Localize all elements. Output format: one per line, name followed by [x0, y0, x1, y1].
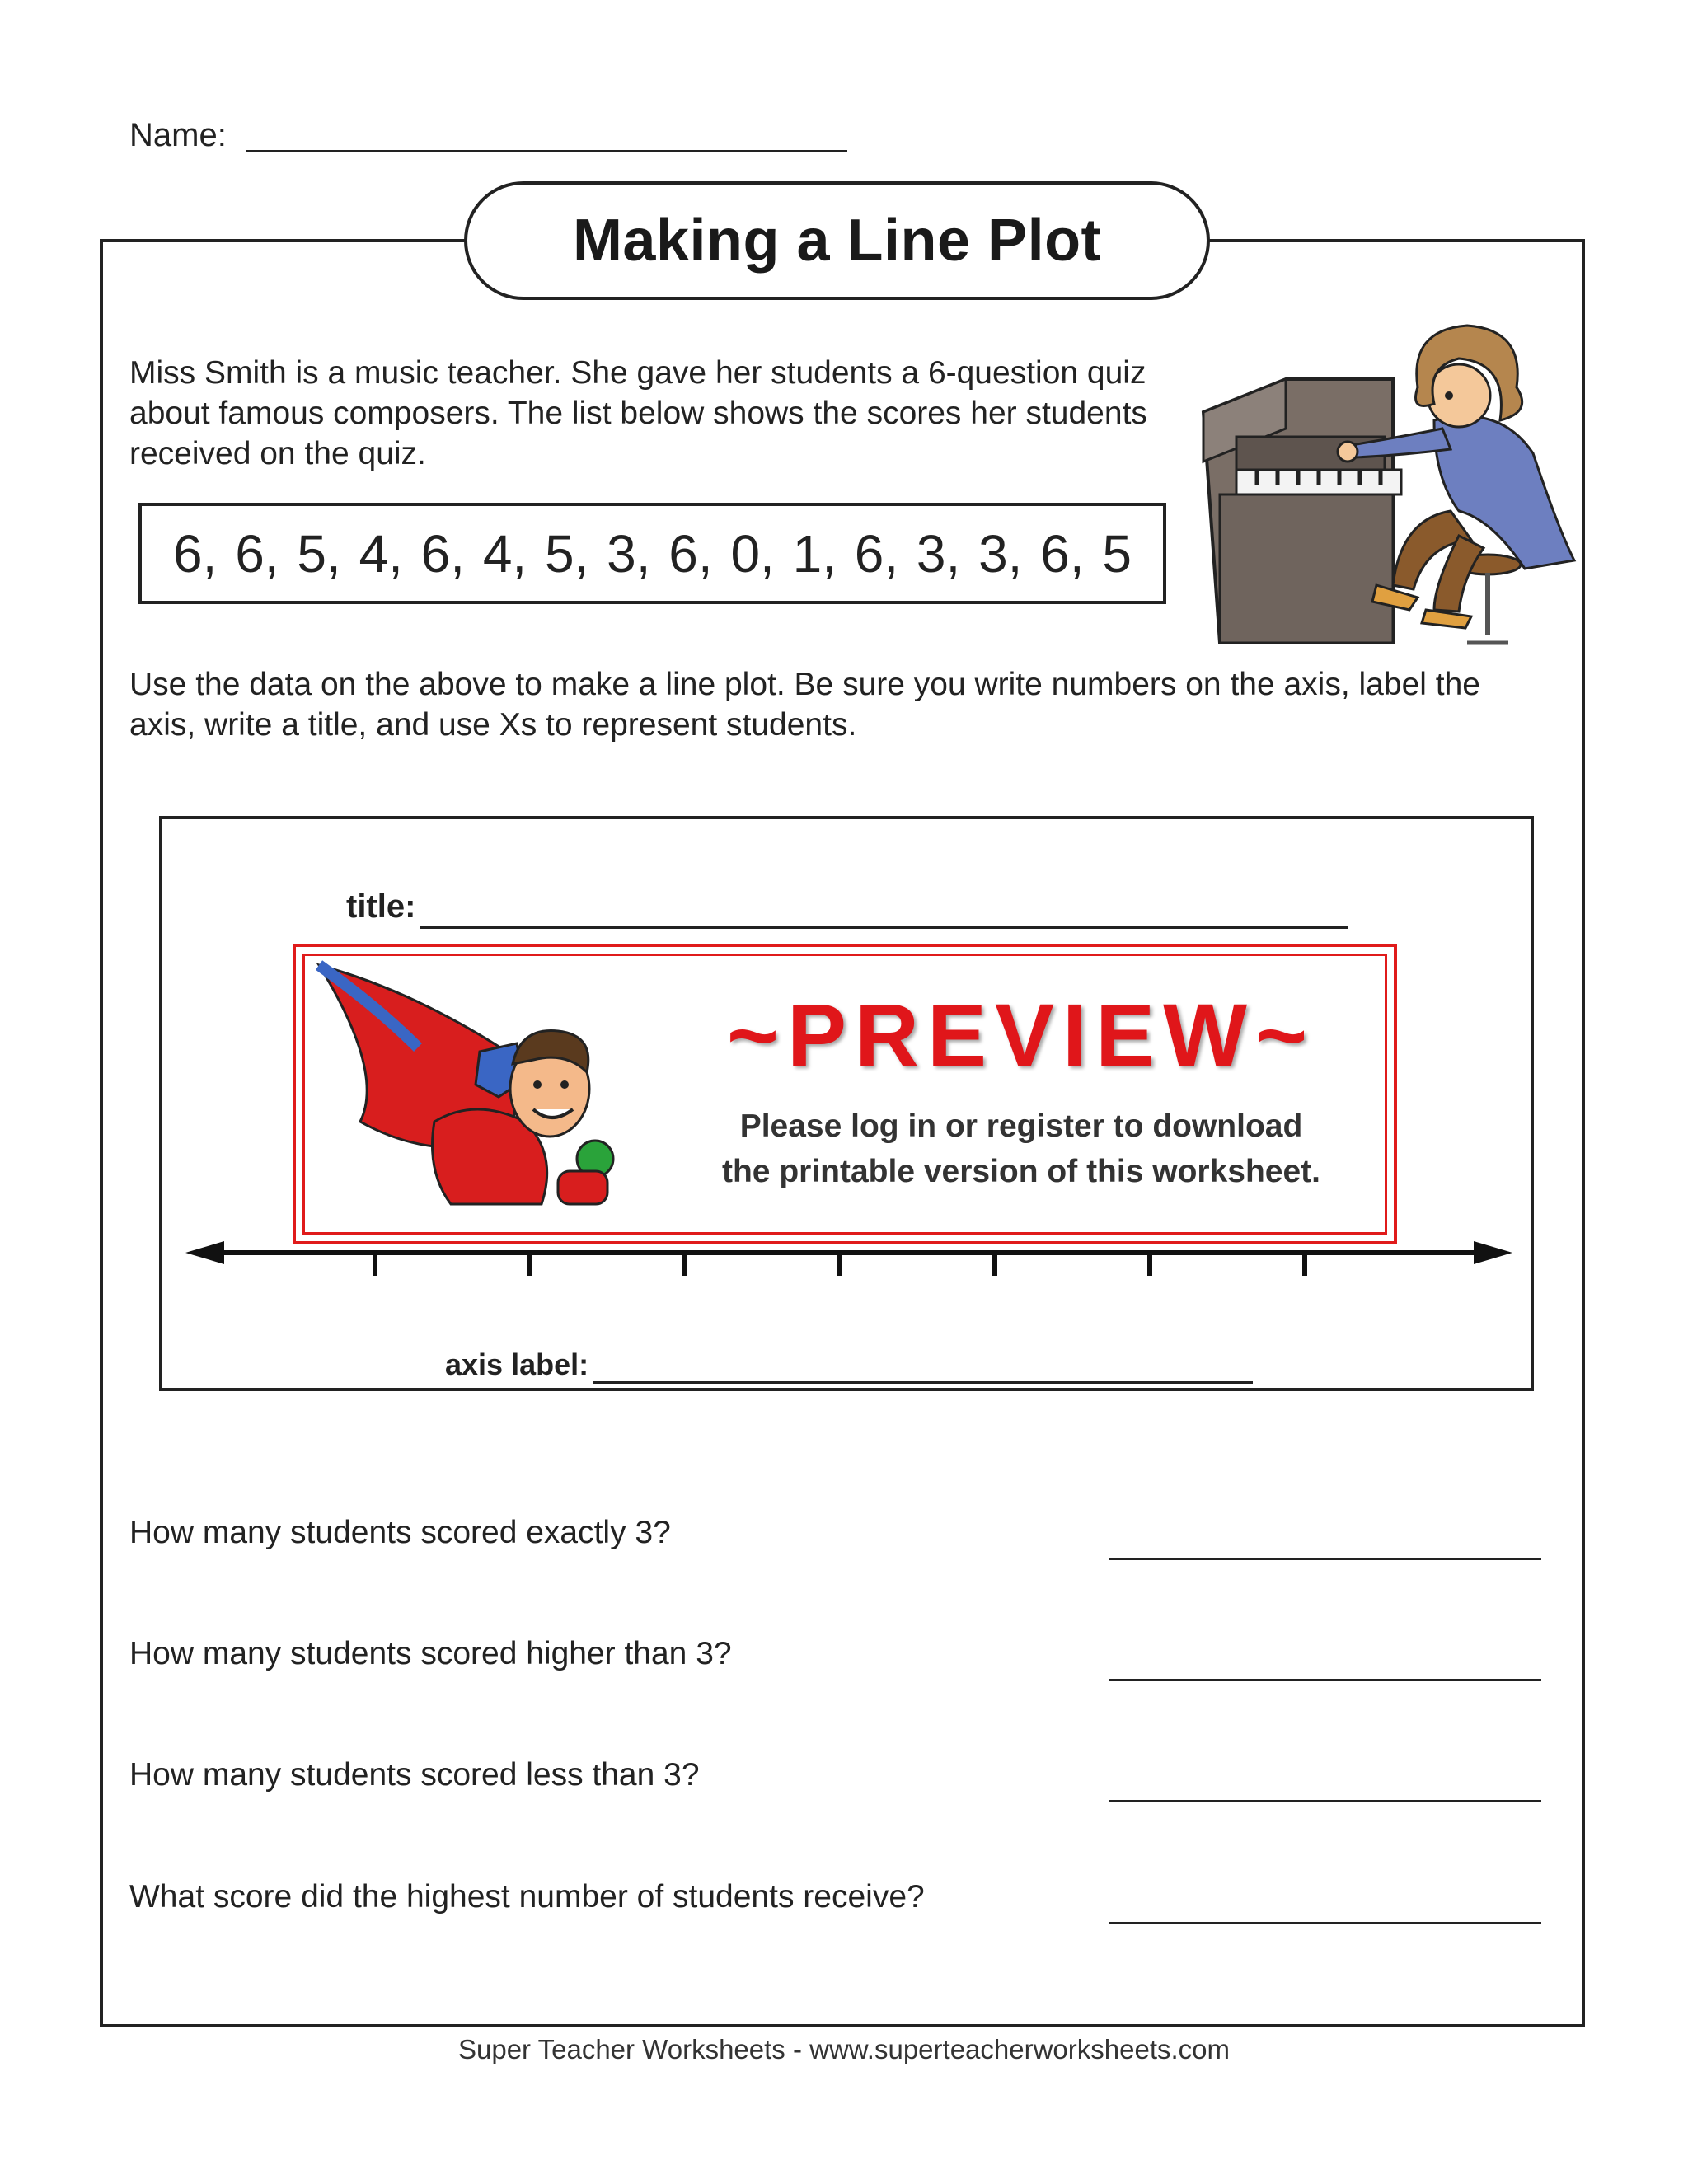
preview-message-line-2: the printable version of this worksheet.	[722, 1154, 1320, 1189]
answer-line-2[interactable]	[1109, 1679, 1541, 1681]
question-1: How many students scored exactly 3?	[129, 1515, 671, 1550]
intro-paragraph: Miss Smith is a music teacher. She gave her students a 6-question quiz about famous composers. The list below shows the scores her students received on the quiz.	[129, 355, 1147, 471]
preview-word: ~PREVIEW~	[726, 985, 1316, 1085]
answer-line-3[interactable]	[1109, 1800, 1541, 1802]
preview-message-line-1: Please log in or register to download	[739, 1108, 1303, 1144]
axis-left-arrow	[185, 1241, 224, 1264]
question-4: What score did the highest number of students receive?	[129, 1879, 925, 1915]
scores-list: 6, 6, 5, 4, 6, 4, 5, 3, 6, 0, 1, 6, 3, 3, 6, 5	[173, 523, 1132, 583]
name-input-line[interactable]	[246, 150, 847, 152]
answer-line-1[interactable]	[1109, 1558, 1541, 1560]
name-label: Name:	[129, 117, 227, 153]
preview-message	[675, 1104, 1367, 1194]
plot-title-label: title:	[346, 888, 416, 925]
instructions-paragraph: Use the data on the above to make a line plot. Be sure you write numbers on the axis, label the axis, write a title, and use Xs to represent students.	[129, 667, 1480, 743]
piano-player-illustration	[1187, 313, 1582, 659]
answer-line-4[interactable]	[1109, 1922, 1541, 1924]
question-3: How many students scored less than 3?	[129, 1757, 700, 1793]
number-line-axis	[181, 1236, 1517, 1286]
axis-right-arrow	[1474, 1241, 1512, 1264]
question-2: How many students scored higher than 3?	[129, 1636, 732, 1671]
scores-box	[138, 503, 1166, 604]
page-title: Making a Line Plot	[572, 208, 1102, 274]
footer-credit: Super Teacher Worksheets - www.superteacherworksheets.com	[457, 2034, 1231, 2064]
axis-label-label: axis label:	[445, 1347, 589, 1381]
plot-title-input-line[interactable]	[420, 926, 1348, 929]
axis-label-input-line[interactable]	[593, 1381, 1253, 1384]
title-banner	[464, 181, 1210, 300]
preview-overlay	[293, 944, 1397, 1244]
superhero-mascot-icon	[311, 957, 640, 1229]
